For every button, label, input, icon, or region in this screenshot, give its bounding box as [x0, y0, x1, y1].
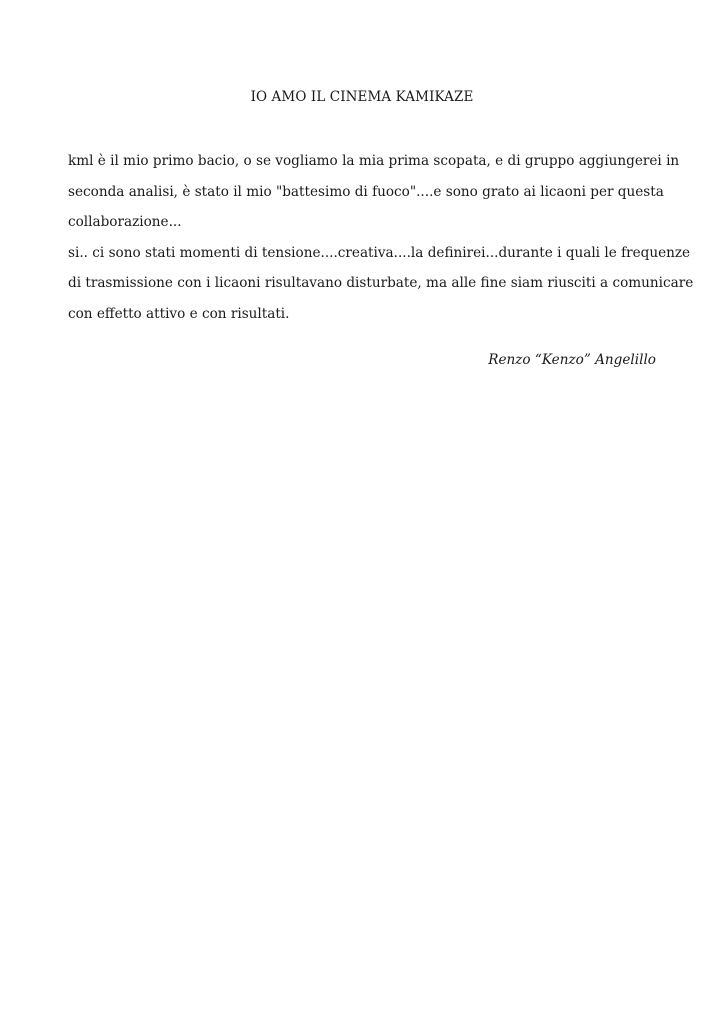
body-text — [68, 146, 694, 329]
body-line: di trasmissione con i licaoni risultavano disturbate, ma alle fine siam riusciti a comunicare — [68, 275, 694, 291]
document-title: IO AMO IL CINEMA KAMIKAZE — [250, 89, 474, 105]
body-line: si.. ci sono stati momenti di tensione....creativa....la definirei...durante i quali le frequenze — [68, 244, 691, 261]
body-line: collaborazione... — [68, 214, 182, 230]
body-line: kml è il mio primo bacio, o se vogliamo la mia prima scopata, e di gruppo aggiungerei in — [68, 153, 680, 169]
body-line: seconda analisi, è stato il mio "battesimo di fuoco"....e sono grato ai licaoni per questa — [68, 183, 664, 200]
body-line: con effetto attivo e con risultati. — [68, 305, 290, 322]
author-signature: Renzo “Kenzo” Angelillo — [488, 352, 656, 368]
